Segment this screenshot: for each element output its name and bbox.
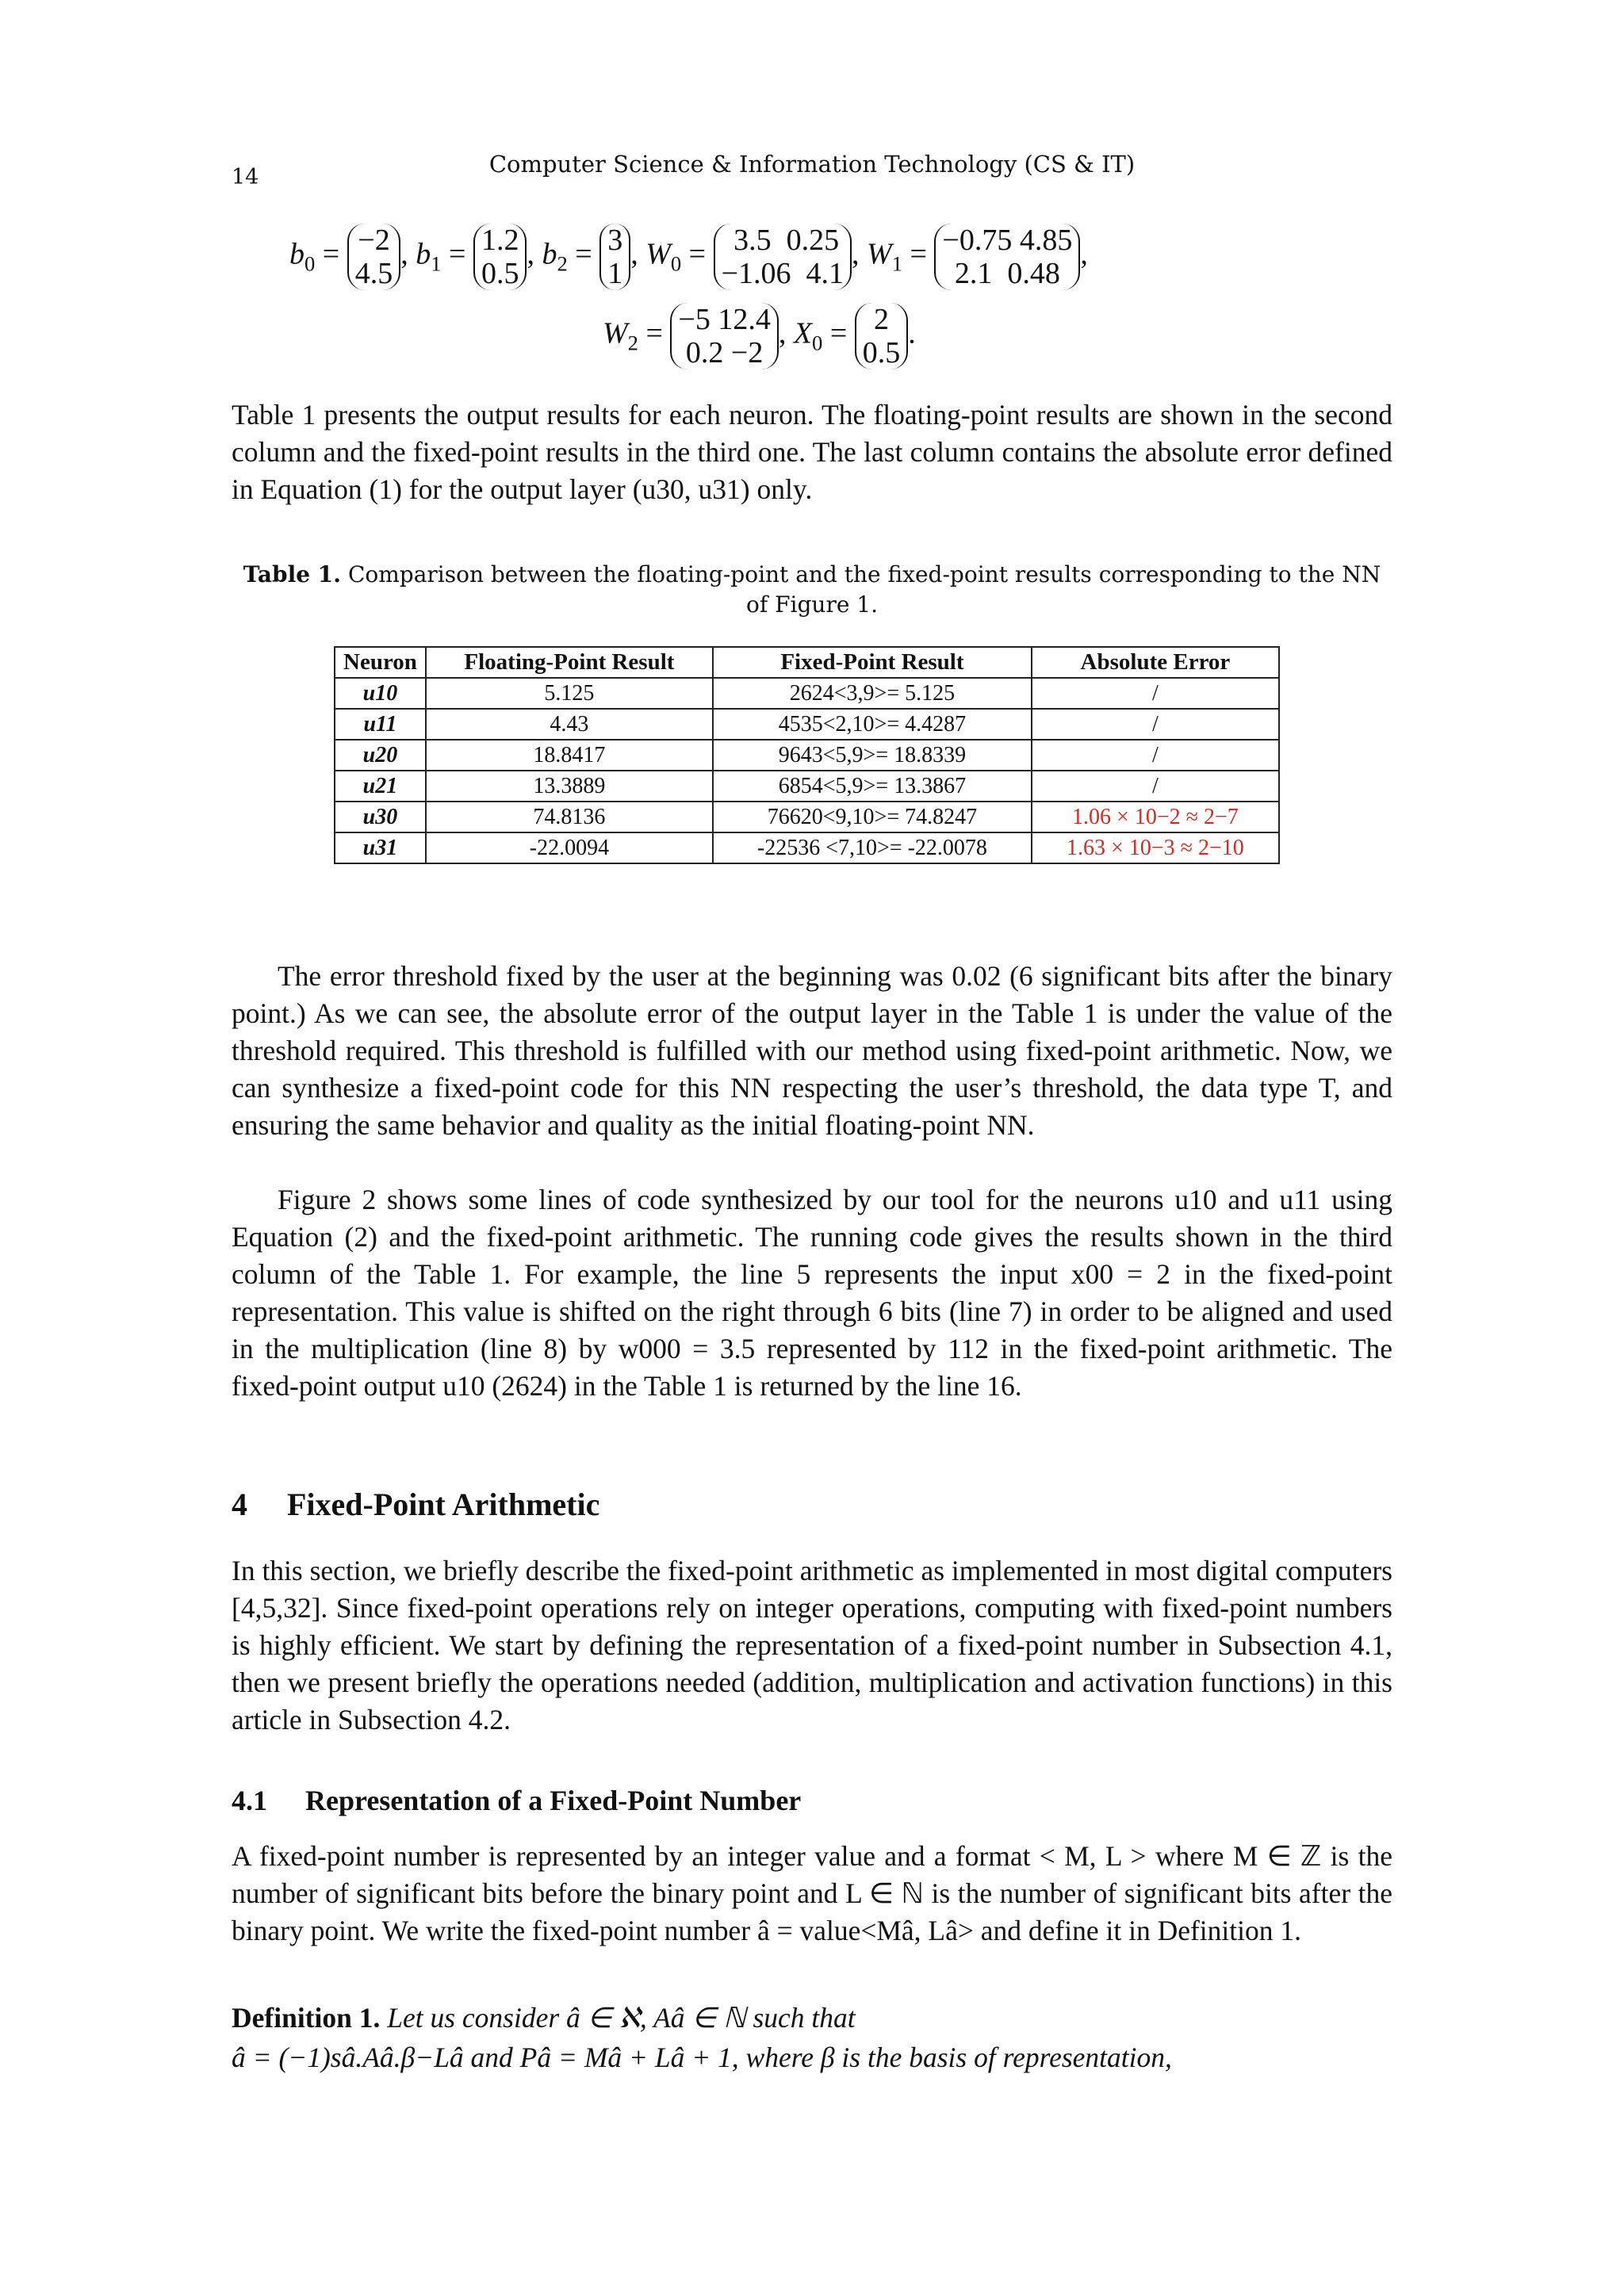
cell-error: / (1032, 771, 1279, 802)
paragraph-section4-intro: In this section, we briefly describe the fixed-point arithmetic as implemented in most digital computers [4,5,32]. Since fixed-point operations rely on integer operations, computing with fixed-point numbers is highly efficient. We start by defining the representation of a fixed-point number in Subsection 4.1, then we present briefly the operations needed (addition, multiplication and activation functions) in this article in Subsection 4.2. (232, 1555, 1392, 1735)
cell-fixed: -22536 <7,10>= -22.0078 (713, 832, 1032, 863)
paragraph-figure2: Figure 2 shows some lines of code synthesized by our tool for the neurons u10 and u11 using Equation (2) and the fixed-point arithmetic. The running code gives the results shown in the third column of the Table 1. For example, the line 5 represents the input x00 = 2 in the fixed-point representation. This value is shifted on the right through 6 bits (line 7) in order to be aligned and used in the multiplication (line 8) by w000 = 3.5 represented by 112 in the fixed-point arithmetic. The fixed-point output u10 (2624) in the Table 1 is returned by the line 16. (232, 1184, 1392, 1402)
cell-neuron: u30 (335, 802, 426, 832)
cell-float: 5.125 (426, 678, 713, 709)
subsection-number: 4.1 (232, 1785, 267, 1816)
table-caption-text: Comparison between the floating-point and the fixed-point results corresponding to the NN of Figure 1. (347, 561, 1381, 618)
cell-neuron: u31 (335, 832, 426, 863)
cell-error: / (1032, 709, 1279, 740)
subsection-heading (232, 1784, 801, 1817)
running-head: Computer Science & Information Technology (CS & IT) (488, 151, 1136, 178)
cell-fixed: 6854<5,9>= 13.3867 (713, 771, 1032, 802)
cell-error: 1.06 × 10−2 ≈ 2−7 (1032, 802, 1279, 832)
cell-float: 18.8417 (426, 740, 713, 771)
definition-block (232, 1998, 1392, 2077)
cell-float: 4.43 (426, 709, 713, 740)
table-row (335, 709, 1279, 740)
definition-label: Definition 1. (232, 2002, 381, 2034)
paragraph-table-intro: Table 1 presents the output results for each neuron. The floating-point results are shown in the second column and the fixed-point results in the third one. The last column contains the absolute error defined in Equation (1) for the output layer (u30, u31) only. (232, 399, 1392, 505)
cell-float: 13.3889 (426, 771, 713, 802)
cell-neuron: u20 (335, 740, 426, 771)
equation-line-2: $W_2 = -5$ 12.4 0.2 −2, $X_0 = 2$ 0.5. (603, 303, 916, 369)
table-row (335, 678, 1279, 709)
cell-fixed: 2624<3,9>= 5.125 (713, 678, 1032, 709)
table-row (335, 771, 1279, 802)
page-number: 14 (232, 165, 259, 189)
cell-neuron: u10 (335, 678, 426, 709)
table-row (335, 740, 1279, 771)
section-title: Fixed-Point Arithmetic (287, 1487, 600, 1522)
cell-neuron: u21 (335, 771, 426, 802)
header-absolute-error: Absolute Error (1032, 647, 1279, 678)
results-table (334, 646, 1280, 864)
definition-text-line2: â = (−1)sâ.Aâ.β−Lâ and Pâ = Mâ + Lâ + 1, where β is the basis of representation, (232, 2042, 1172, 2073)
equation-line-1: $b_0 = -2$ 4.5, $b_1 = 1.2$ 0.5, $b_2 = 3$ 1, $W_0 = 3.5$ 0.25 −1.06 4.1, $W_1 = -0.75$ 4.85 2.1 0.48, (289, 224, 1088, 290)
table-row (335, 802, 1279, 832)
cell-error: 1.63 × 10−3 ≈ 2−10 (1032, 832, 1279, 863)
cell-fixed: 76620<9,10>= 74.8247 (713, 802, 1032, 832)
table-row (335, 832, 1279, 863)
cell-fixed: 4535<2,10>= 4.4287 (713, 709, 1032, 740)
paragraph-error-threshold: The error threshold fixed by the user at the beginning was 0.02 (6 significant bits after the binary point.) As we can see, the absolute error of the output layer in the Table 1 is under the value of the threshold required. This threshold is fulfilled with our method using fixed-point arithmetic. Now, we can synthesize a fixed-point code for this NN respecting the user’s threshold, the data type T, and ensuring the same behavior and quality as the initial floating-point NN. (232, 960, 1392, 1141)
section-number: 4 (232, 1487, 247, 1522)
table-header-row (335, 647, 1279, 678)
table-caption (232, 560, 1392, 620)
header-neuron: Neuron (335, 647, 426, 678)
definition-text-line1: Let us consider â ∈ ℵ, Aâ ∈ ℕ such that (387, 2002, 856, 2034)
section-heading (232, 1486, 599, 1523)
cell-float: -22.0094 (426, 832, 713, 863)
header-fixed-point: Fixed-Point Result (713, 647, 1032, 678)
table-caption-label: Table 1. (243, 561, 342, 587)
cell-error: / (1032, 678, 1279, 709)
cell-error: / (1032, 740, 1279, 771)
paragraph-representation: A fixed-point number is represented by an integer value and a format < M, L > where M ∈ ℤ is the number of significant bits before the binary point and L ∈ ℕ is the number of significant bits after the binary point. We write the fixed-point number â = value<Mâ, Lâ> and define it in Definition 1. (232, 1840, 1392, 1946)
cell-fixed: 9643<5,9>= 18.8339 (713, 740, 1032, 771)
cell-float: 74.8136 (426, 802, 713, 832)
cell-neuron: u11 (335, 709, 426, 740)
subsection-title: Representation of a Fixed-Point Number (305, 1785, 802, 1816)
header-floating-point: Floating-Point Result (426, 647, 713, 678)
